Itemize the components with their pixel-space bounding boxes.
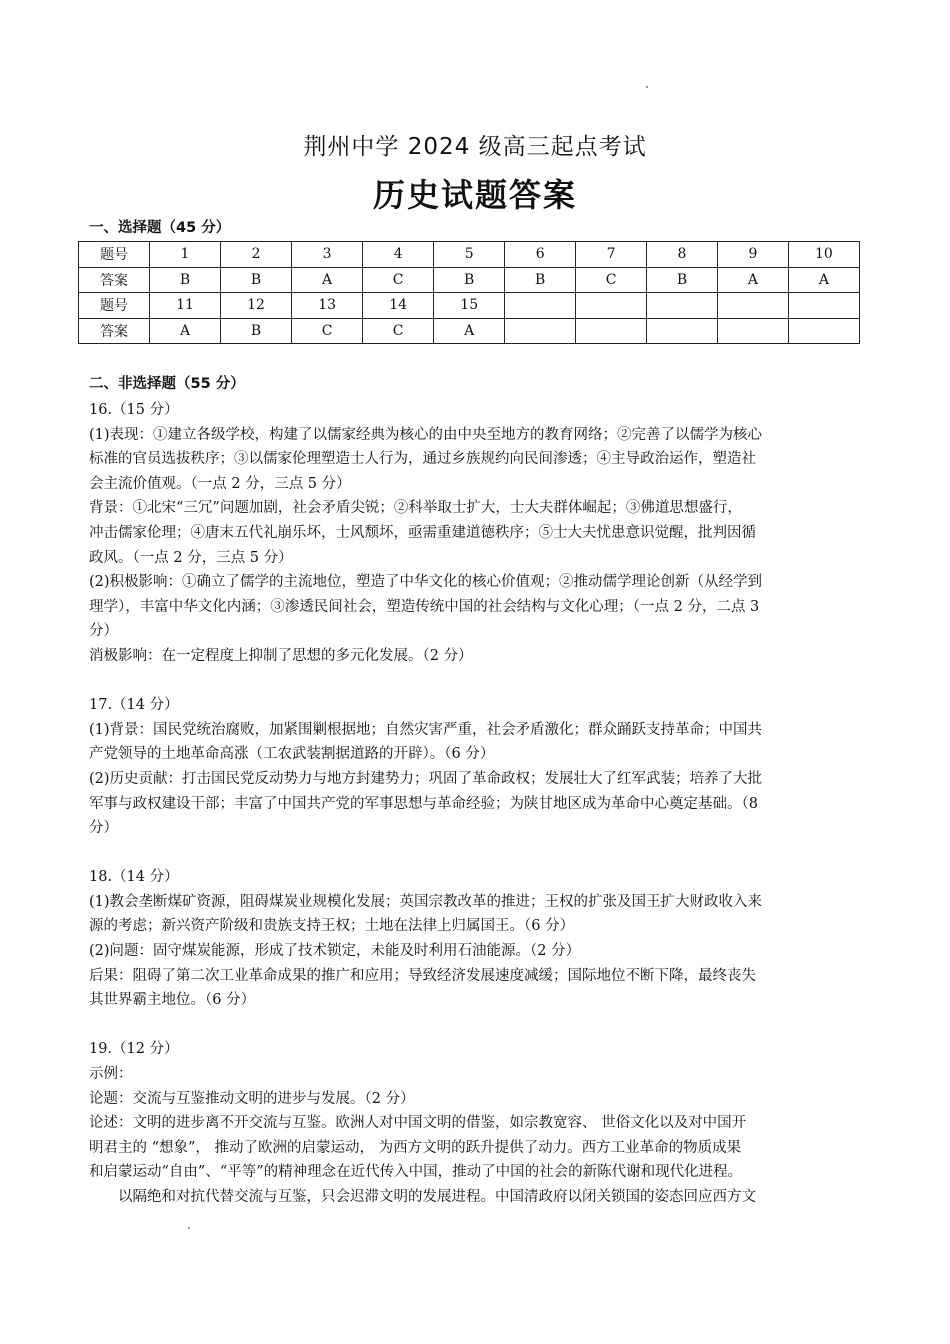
answer-table-cell: C [363, 267, 434, 293]
document-title: 历史试题答案 [372, 176, 577, 214]
answer-table-cell [576, 293, 647, 319]
answer-table-row-header: 题号 [79, 293, 150, 319]
answer-text-line: (1)背景：国民党统治腐败，加紧围剿根据地；自然灾害严重，社会矛盾激化；群众踊跃支持革命；中国共 [89, 721, 763, 738]
answer-table-cell: 9 [717, 242, 788, 268]
answer-body [89, 398, 857, 1210]
answer-text-line: 16.（15 分） [89, 402, 179, 418]
scan-speck [646, 86, 648, 88]
answer-table-row [79, 242, 860, 268]
answer-table-cell: 7 [576, 242, 647, 268]
answer-table-cell: 12 [221, 293, 292, 319]
answer-table-cell: A [717, 267, 788, 293]
answer-table [78, 241, 860, 344]
answer-table-cell: C [292, 318, 363, 344]
answer-table-cell: 5 [434, 242, 505, 268]
answer-text-line: 明君主的 “想象”， 推动了欧洲的启蒙运动， 为西方文明的跃升提供了动力。西方工业革命的物质成果 [89, 1139, 742, 1156]
answer-table-row [79, 267, 860, 293]
answer-table-cell: A [434, 318, 505, 344]
answer-table-cell: A [292, 267, 363, 293]
answer-table-row-header: 题号 [79, 242, 150, 268]
answer-text-line: 以隔绝和对抗代替交流与互鉴，只会迟滞文明的发展进程。中国清政府以闭关锁国的姿态回应西方文 [118, 1189, 756, 1205]
answer-table-row-header: 答案 [79, 318, 150, 344]
section-nonchoice-title: 二、非选择题（55 分） [89, 376, 245, 392]
answer-table-cell [647, 293, 718, 319]
answer-text-line: 消极影响：在一定程度上抑制了思想的多元化发展。（2 分） [89, 647, 473, 664]
answer-table-cell [505, 293, 576, 319]
answer-table-cell: 4 [363, 242, 434, 268]
answer-text-line: 19.（12 分） [89, 1041, 179, 1058]
answer-text-line: 18.（14 分） [89, 869, 179, 886]
answer-text-line: 示例： [89, 1066, 133, 1083]
answer-text-line: 会主流价值观。（一点 2 分，三点 5 分） [89, 475, 351, 492]
answer-table-cell: 11 [149, 293, 220, 319]
answer-table-cell [717, 293, 788, 319]
answer-text-line: 后果：阻碍了第二次工业革命成果的推广和应用；导致经济发展速度减缓；国际地位不断下降，最终丧失 [89, 967, 756, 984]
answer-table-cell: B [221, 267, 292, 293]
answer-text-line: 分） [89, 820, 118, 837]
answer-table-cell: A [788, 267, 859, 293]
answer-text-line: 政风。（一点 2 分，三点 5 分） [89, 549, 293, 566]
answer-text-line: 冲击儒家伦理；④唐末五代礼崩乐坏，士风颓坏，亟需重建道德秩序；⑤士大夫忧患意识觉醒，批判因循 [89, 524, 756, 541]
answer-text-line: (1)教会垄断煤矿资源，阻碍煤炭业规模化发展；英国宗教改革的推进；王权的扩张及国王扩大财政收入来 [89, 893, 763, 910]
blank-line [89, 841, 857, 866]
answer-table-cell [717, 318, 788, 344]
answer-text-line: 源的考虑；新兴资产阶级和贵族支持王权；土地在法律上归属国王。（6 分） [89, 918, 575, 935]
answer-table-row [79, 318, 860, 344]
answer-text-line: 背景：①北宋“三冗”问题加剧，社会矛盾尖锐；②科举取士扩大，士大夫群体崛起；③佛道思想盛行， [89, 500, 742, 517]
answer-table-cell: 10 [788, 242, 859, 268]
answer-table-cell [576, 318, 647, 344]
answer-text-line: 产党领导的土地革命高涨（工农武装割据道路的开辟）。（6 分） [89, 746, 495, 763]
answer-text-line: (2)历史贡献：打击国民党反动势力与地方封建势力；巩固了革命政权；发展壮大了红军武装；培养了大批 [89, 770, 763, 787]
answer-table-cell: 1 [149, 242, 220, 268]
answer-table-cell: A [149, 318, 220, 344]
answer-table-cell: 14 [363, 293, 434, 319]
answer-table-cell: B [505, 267, 576, 293]
section-choice-title: 一、选择题（45 分） [89, 220, 231, 236]
scan-speck [188, 1227, 190, 1229]
answer-text-line: 标准的官员选拔秩序；③以儒家伦理塑造士人行为，通过乡族规约向民间渗透；④主导政治运作，塑造社 [89, 451, 756, 468]
answer-table-cell: B [149, 267, 220, 293]
answer-table-cell [505, 318, 576, 344]
answer-table-cell: B [434, 267, 505, 293]
answer-table-cell: 13 [292, 293, 363, 319]
answer-table-cell: 6 [505, 242, 576, 268]
blank-line [89, 669, 857, 694]
answer-table-cell: B [647, 267, 718, 293]
answer-text-line: 论述：文明的进步离不开交流与互鉴。欧洲人对中国文明的借鉴，如宗教宽容、 世俗文化以及对中国开 [89, 1115, 747, 1132]
answer-text-line: 军事与政权建设干部；丰富了中国共产党的军事思想与革命经验；为陕甘地区成为革命中心奠定基础。（8 [89, 795, 758, 812]
answer-table-row-header: 答案 [79, 267, 150, 293]
answer-table-cell [788, 318, 859, 344]
answer-text-line: (1)表现：①建立各级学校，构建了以儒家经典为核心的由中央至地方的教育网络；②完善了以儒学为核心 [89, 426, 763, 443]
answer-text-line: (2)问题：固守煤炭能源，形成了技术锁定，未能及时利用石油能源。（2 分） [89, 943, 581, 960]
answer-text-line: 理学），丰富中华文化内涵；③渗透民间社会，塑造传统中国的社会结构与文化心理；（一点 2 分，二点 3 [89, 598, 760, 615]
answer-table-cell: 2 [221, 242, 292, 268]
answer-text-line: 和启蒙运动“自由”、“平等”的精神理念在近代传入中国，推动了中国的社会的新陈代谢和现代化进程。 [89, 1164, 743, 1181]
answer-table-cell: 8 [647, 242, 718, 268]
exam-title: 荆州中学 2024 级高三起点考试 [303, 134, 647, 160]
answer-table-row [79, 293, 860, 319]
answer-text-line: (2)积极影响：①确立了儒学的主流地位，塑造了中华文化的核心价值观；②推动儒学理论创新（从经学到 [89, 574, 763, 591]
answer-table-cell: C [576, 267, 647, 293]
answer-table-cell: C [363, 318, 434, 344]
answer-table-cell [647, 318, 718, 344]
answer-text-line: 17.（14 分） [89, 697, 179, 714]
answer-table-cell: 3 [292, 242, 363, 268]
answer-text-line: 论题：交流与互鉴推动文明的进步与发展。（2 分） [89, 1090, 415, 1107]
answer-table-cell: 15 [434, 293, 505, 319]
answer-table-cell [788, 293, 859, 319]
blank-line [89, 1013, 857, 1038]
answer-text-line: 其世界霸主地位。（6 分） [89, 992, 256, 1009]
answer-text-line: 分） [89, 623, 118, 640]
answer-table-cell: B [221, 318, 292, 344]
